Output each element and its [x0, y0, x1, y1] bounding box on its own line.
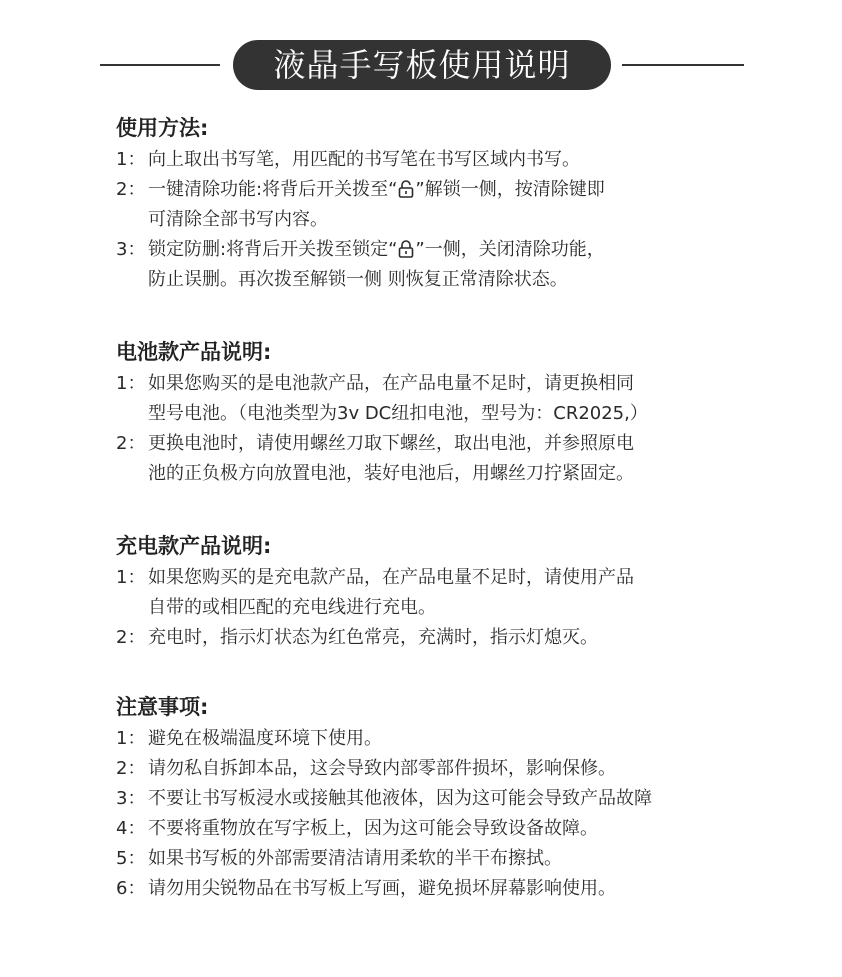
- item-text-line: 自带的或相匹配的充电线进行充电。: [148, 597, 436, 618]
- item-text-line: [148, 175, 756, 205]
- list-item: [116, 563, 756, 623]
- page-title: 液晶手写板使用说明: [233, 40, 611, 90]
- list-item: [116, 874, 756, 904]
- item-number: 3：: [116, 239, 146, 260]
- item-text-line: 如果您购买的是电池款产品，在产品电量不足时，请更换相同: [148, 373, 634, 394]
- item-text-segment: ”解锁一侧，按清除键即: [415, 179, 605, 200]
- list-item: [116, 235, 756, 295]
- item-text-segment: 一键清除功能:将背后开关拨至“: [148, 179, 398, 200]
- item-text-line: 如果您购买的是充电款产品，在产品电量不足时，请使用产品: [148, 567, 634, 588]
- item-number: 2：: [116, 433, 146, 454]
- list-item: [116, 784, 756, 814]
- item-text: 避免在极端温度环境下使用。: [148, 728, 382, 749]
- list-item: [116, 145, 756, 175]
- list-item: [116, 175, 756, 235]
- section-battery: [116, 337, 756, 489]
- item-text: 不要将重物放在写字板上，因为这可能会导致设备故障。: [148, 818, 598, 839]
- item-text-line: 可清除全部书写内容。: [148, 209, 328, 230]
- item-number: 1：: [116, 567, 146, 588]
- lock-icon: [398, 240, 414, 258]
- item-number: 2：: [116, 627, 146, 648]
- section-heading: 使用方法:: [116, 116, 209, 140]
- item-number: 2：: [116, 179, 146, 200]
- list-item: [116, 844, 756, 874]
- item-number: 6：: [116, 878, 146, 899]
- item-number: 5：: [116, 848, 146, 869]
- list-item: [116, 814, 756, 844]
- item-text-line: 更换电池时，请使用螺丝刀取下螺丝，取出电池，并参照原电: [148, 433, 634, 454]
- title-row: [0, 40, 842, 90]
- item-text-segment: ”一侧，关闭清除功能，: [415, 239, 605, 260]
- item-number: 2：: [116, 758, 146, 779]
- item-text: 请勿用尖锐物品在书写板上写画，避免损坏屏幕影响使用。: [148, 878, 616, 899]
- item-text: 如果书写板的外部需要清洁请用柔软的半干布擦拭。: [148, 848, 562, 869]
- title-divider-left: [100, 64, 220, 66]
- item-number: 1：: [116, 373, 146, 394]
- unlock-icon: [398, 180, 414, 198]
- item-text-line: [148, 235, 756, 265]
- list-item: [116, 429, 756, 489]
- item-text-line: 池的正负极方向放置电池，装好电池后，用螺丝刀拧紧固定。: [148, 463, 634, 484]
- item-text-line: 型号电池。（电池类型为3v DC纽扣电池，型号为：CR2025,）: [148, 403, 648, 424]
- item-number: 4：: [116, 818, 146, 839]
- section-rechargeable: [116, 531, 756, 653]
- title-divider-right: [622, 64, 744, 66]
- list-item: [116, 623, 756, 653]
- section-heading: 电池款产品说明:: [116, 340, 272, 364]
- item-text: 向上取出书写笔，用匹配的书写笔在书写区域内书写。: [148, 149, 580, 170]
- item-number: 3：: [116, 788, 146, 809]
- item-text: 充电时，指示灯状态为红色常亮，充满时，指示灯熄灭。: [148, 627, 598, 648]
- list-item: [116, 754, 756, 784]
- item-number: 1：: [116, 728, 146, 749]
- section-usage: [116, 113, 756, 295]
- item-text: 不要让书写板浸水或接触其他液体，因为这可能会导致产品故障: [148, 788, 652, 809]
- list-item: [116, 724, 756, 754]
- item-text: 请勿私自拆卸本品，这会导致内部零部件损坏，影响保修。: [148, 758, 616, 779]
- section-heading: 注意事项:: [116, 695, 209, 719]
- section-heading: 充电款产品说明:: [116, 534, 272, 558]
- item-text-line: 防止误删。再次拨至解锁一侧 则恢复正常清除状态。: [148, 269, 568, 290]
- section-precautions: [116, 692, 756, 904]
- item-number: 1：: [116, 149, 146, 170]
- item-text-segment: 锁定防删:将背后开关拨至锁定“: [148, 239, 398, 260]
- list-item: [116, 369, 756, 429]
